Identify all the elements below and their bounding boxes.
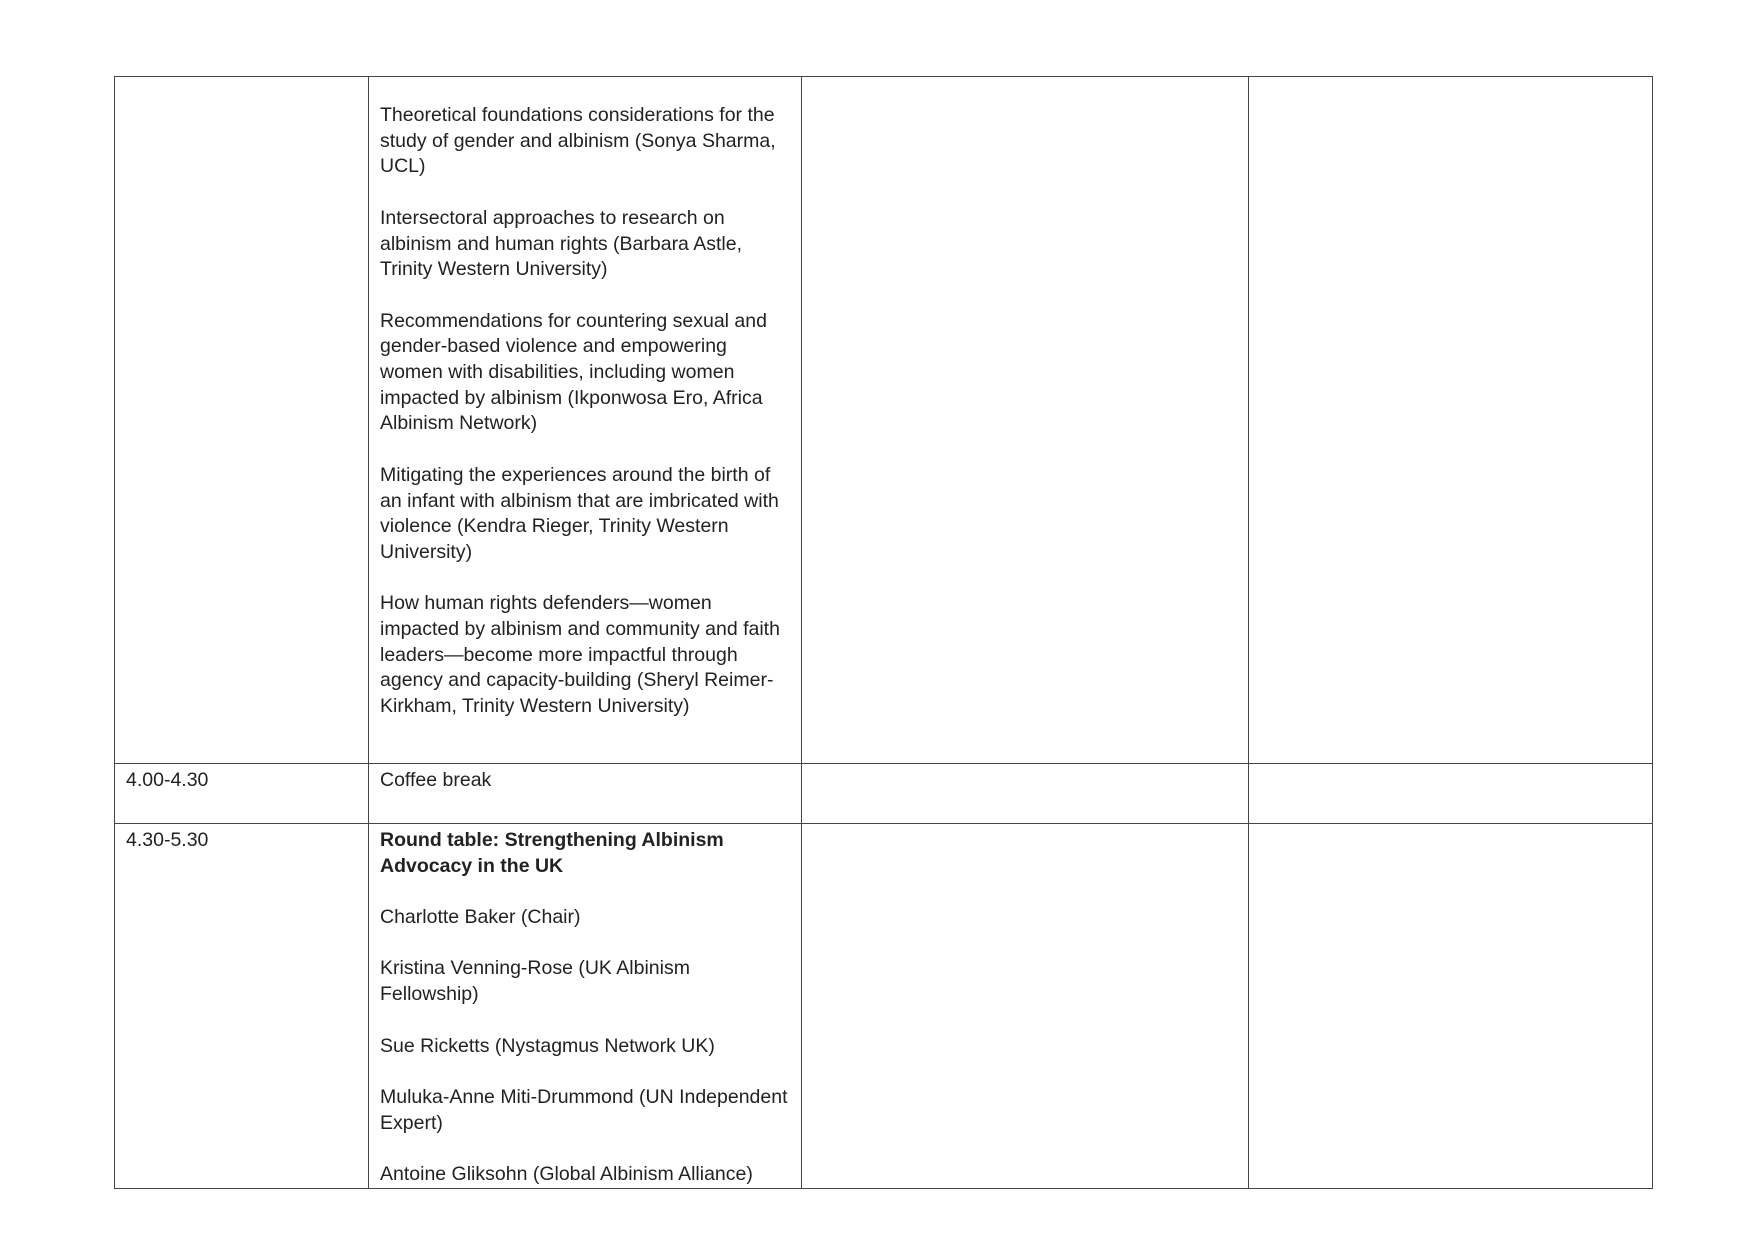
empty-cell [1249,77,1653,764]
panelist-item: Sue Ricketts (Nystagmus Network UK) [380,1034,715,1057]
talk-item: Mitigating the experiences around the birth of an infant with albinism that are imbricated with violence (Kendra Rieger, Trinity Western University) [380,463,779,563]
panelist-item: Antoine Gliksohn (Global Albinism Alliance) [380,1163,753,1186]
empty-cell [802,77,1249,764]
session-cell [369,764,802,824]
time-cell [115,77,369,764]
talk-item: Theoretical foundations considerations for the study of gender and albinism (Sonya Sharma, UCL) [380,104,776,178]
talk-item: Intersectoral approaches to research on albinism and human rights (Barbara Astle, Trinity Western University) [380,206,743,281]
session-cell [369,77,802,764]
talk-item: How human rights defenders—women impacted by albinism and community and faith leaders—become more impactful through agency and capacity-building (Sheryl Reimer-Kirkham, Trinity Western University) [380,592,780,718]
session-cell [369,824,802,1189]
talk-item: Recommendations for countering sexual and gender-based violence and empowering women with disabilities, including women impacted by albinism (Ikponwosa Ero, Africa Albinism Network) [380,309,767,435]
empty-cell [1249,824,1653,1189]
panelist-item: Charlotte Baker (Chair) [380,906,581,929]
panelist-item: Kristina Venning-Rose (UK Albinism Fellowship) [380,957,690,1006]
table-row [115,824,1653,1189]
empty-cell [1249,764,1653,824]
programme-table [114,76,1653,1189]
table-row [115,77,1653,764]
panelist-item: Muluka-Anne Miti-Drummond (UN Independent Expert) [380,1085,788,1134]
empty-cell [802,824,1249,1189]
table-row [115,764,1653,824]
time-cell: 4.00-4.30 [115,764,369,824]
session-title: Round table: Strengthening Albinism Advocacy in the UK [380,829,724,877]
session-item: Coffee break [380,769,492,791]
empty-cell [802,764,1249,824]
time-cell: 4.30-5.30 [115,824,369,1189]
